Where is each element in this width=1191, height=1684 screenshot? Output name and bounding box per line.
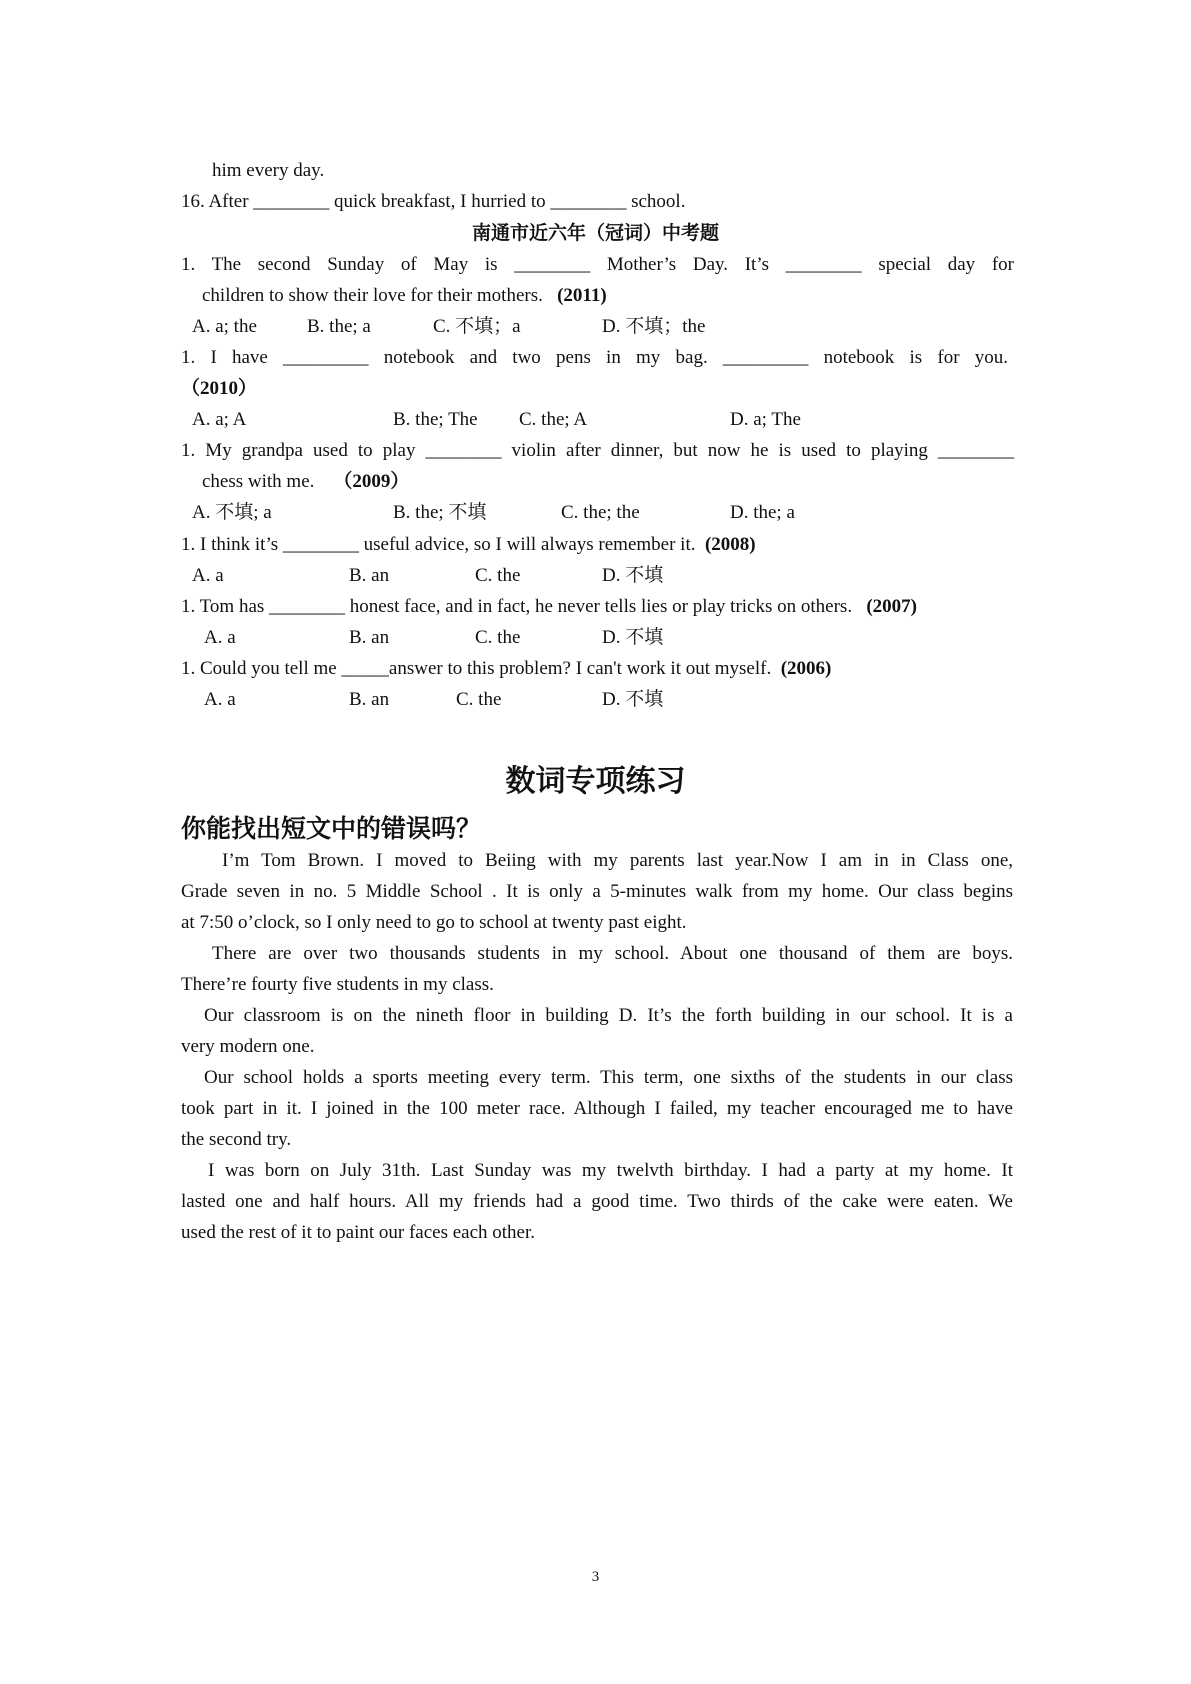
question-text: chess with me. <box>202 471 315 492</box>
year-label: （2010） <box>181 378 258 399</box>
paragraph-line: Our school holds a sports meeting every term. This term, one sixths of the students in our class <box>204 1067 1013 1088</box>
paragraph-line: the second try. <box>181 1129 292 1150</box>
question-2011-line1: 1. The second Sunday of May is ________ Mother’s Day. It’s ________ special day for <box>181 254 1014 275</box>
paragraph-line: very modern one. <box>181 1036 315 1057</box>
option-d: D. 不填 <box>602 627 664 648</box>
option-c: C. the <box>475 565 521 586</box>
question-2011-line2 <box>202 283 607 309</box>
question-2009-line2 <box>202 469 409 495</box>
page-number: 3 <box>591 1569 600 1585</box>
continuation-line: him every day. <box>212 160 325 181</box>
option-b: B. the; 不填 <box>393 502 487 523</box>
year-label: (2007) <box>866 596 917 617</box>
paragraph-line: There are over two thousands students in my school. About one thousand of them are boys. <box>212 943 1013 964</box>
question-text: 1. Could you tell me _____answer to this problem? I can't work it out myself. <box>181 658 772 679</box>
question-text: children to show their love for their mothers. <box>202 285 543 306</box>
paragraph-line: Grade seven in no. 5 Middle School . It is only a 5-minutes walk from my home. Our class begins <box>181 881 1013 902</box>
question-2009-line1: 1. My grandpa used to play ________ violin after dinner, but now he is used to playing ________ <box>181 440 1014 461</box>
year-label: (2011) <box>557 285 607 306</box>
option-d: D. 不填 <box>602 689 664 710</box>
question-2008 <box>181 532 756 558</box>
option-a: A. a <box>192 565 224 586</box>
paragraph-line: I was born on July 31th. Last Sunday was my twelvth birthday. I had a party at my home. It <box>208 1160 1013 1181</box>
option-d: D. 不填；the <box>602 316 706 337</box>
option-a: A. a <box>204 689 236 710</box>
question-16: 16. After ________ quick breakfast, I hurried to ________ school. <box>181 191 686 212</box>
question-text: 1. I think it’s ________ useful advice, so I will always remember it. <box>181 534 696 555</box>
paragraph-line: I’m Tom Brown. I moved to Beiing with my parents last year.Now I am in in Class one, <box>222 850 1013 871</box>
option-b: B. an <box>349 565 390 586</box>
question-2006 <box>181 656 831 682</box>
option-b: B. an <box>349 627 390 648</box>
year-label: (2006) <box>780 658 832 679</box>
paragraph-line: took part in it. I joined in the 100 meter race. Although I failed, my teacher encouraged me to have <box>181 1098 1013 1119</box>
option-d: D. the; a <box>730 502 795 523</box>
option-c: C. the; A <box>519 409 588 430</box>
question-text: 1. Tom has ________ honest face, and in fact, he never tells lies or play tricks on others. <box>181 596 853 617</box>
paragraph-line: There’re fourty five students in my class. <box>181 974 494 995</box>
option-c: C. 不填；a <box>433 316 521 337</box>
option-d: D. a; The <box>730 409 801 430</box>
option-b: B. the; The <box>393 409 478 430</box>
paragraph-line: at 7:50 o’clock, so I only need to go to school at twenty past eight. <box>181 912 687 933</box>
option-d: D. 不填 <box>602 565 664 586</box>
option-b: B. an <box>349 689 390 710</box>
section-subtitle: 你能找出短文中的错误吗？ <box>181 814 482 843</box>
question-2007 <box>181 594 917 620</box>
option-a: A. 不填; a <box>192 502 272 523</box>
option-a: A. a; the <box>192 316 257 337</box>
year-label: （2009） <box>333 471 410 492</box>
option-b: B. the; a <box>307 316 371 337</box>
option-a: A. a <box>204 627 236 648</box>
paragraph-line: Our classroom is on the nineth floor in building D. It’s the forth building in our school. It is a <box>204 1005 1013 1026</box>
option-c: C. the; the <box>561 502 640 523</box>
option-c: C. the <box>456 689 502 710</box>
section-title-nantong: 南通市近六年（冠词）中考题 <box>471 222 719 244</box>
option-a: A. a; A <box>192 409 247 430</box>
option-c: C. the <box>475 627 521 648</box>
question-2010-line1: 1. I have _________ notebook and two pens in my bag. _________ notebook is for you. <box>181 347 1008 368</box>
year-label: (2008) <box>704 534 756 555</box>
section-title-numerals: 数词专项练习 <box>505 764 686 799</box>
paragraph-line: used the rest of it to paint our faces each other. <box>181 1222 536 1243</box>
paragraph-line: lasted one and half hours. All my friends had a good time. Two thirds of the cake were eaten. We <box>181 1191 1013 1212</box>
